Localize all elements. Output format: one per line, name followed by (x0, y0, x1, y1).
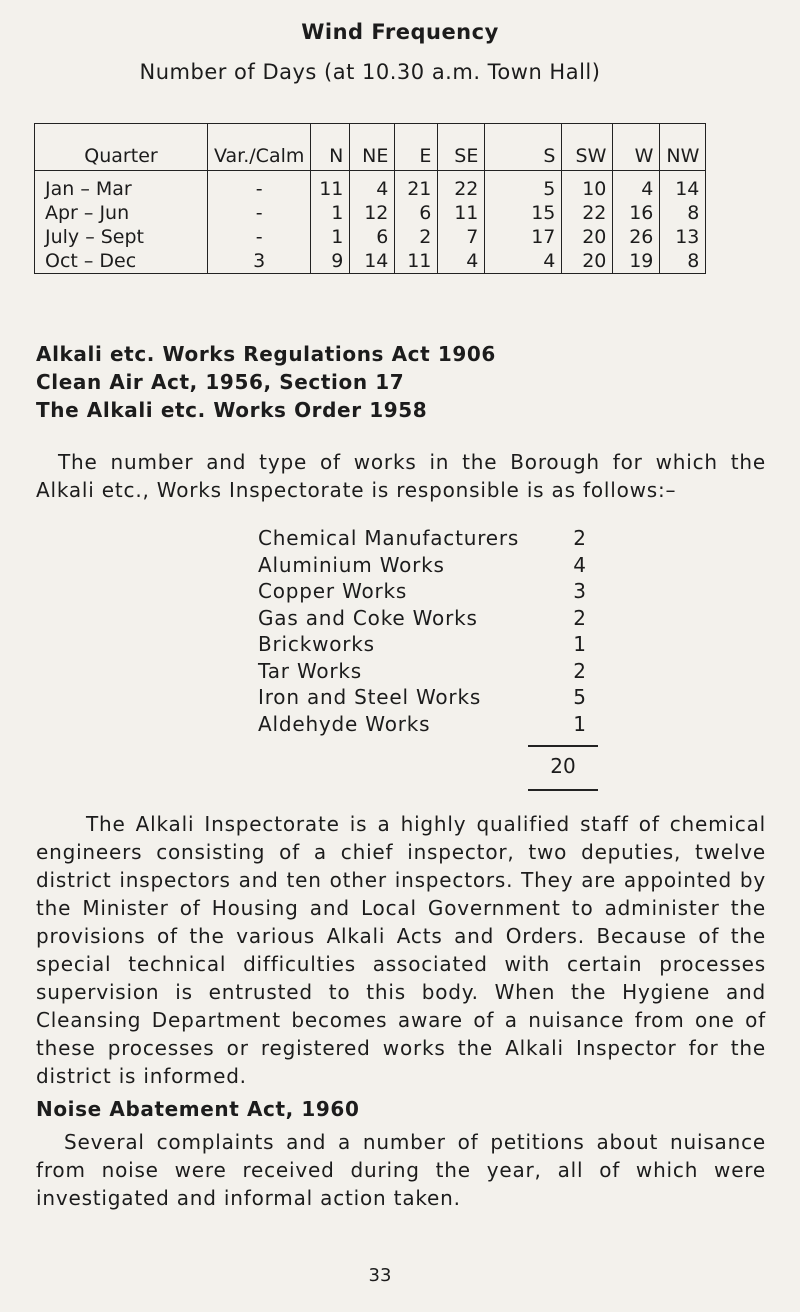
table-cell: 8 (660, 249, 706, 274)
total-rule-top (528, 745, 598, 747)
table-cell: 26 (613, 225, 660, 249)
quarter-cell: Apr – Jun (35, 201, 208, 225)
section-heading-alkali-act: Alkali etc. Works Regulations Act 1906 (36, 342, 496, 366)
table-cell: - (208, 225, 311, 249)
table-cell: 10 (562, 171, 613, 202)
wind-frequency-table (34, 123, 706, 274)
table-cell: 17 (485, 225, 562, 249)
alkali-intro-paragraph: The number and type of works in the Borough for which the Alkali etc., Works Inspectorate is responsible is as follows:– (36, 450, 766, 502)
works-list (258, 526, 598, 738)
table-cell: 12 (350, 201, 395, 225)
list-item (258, 632, 598, 659)
table-row (35, 201, 706, 225)
table-row (35, 171, 706, 202)
work-type: Brickworks (258, 632, 375, 656)
table-cell: 21 (395, 171, 438, 202)
table-cell: 20 (562, 249, 613, 274)
column-header: W (613, 124, 660, 171)
table-cell: 11 (395, 249, 438, 274)
table-cell: 11 (311, 171, 350, 202)
works-total: 20 (550, 754, 576, 778)
table-cell: 14 (660, 171, 706, 202)
section-heading-alkali-order: The Alkali etc. Works Order 1958 (36, 398, 428, 422)
column-header: N (311, 124, 350, 171)
table-cell: 7 (438, 225, 485, 249)
table-cell: 4 (438, 249, 485, 274)
table-cell: 1 (311, 225, 350, 249)
section-heading-noise-act: Noise Abatement Act, 1960 (36, 1097, 360, 1121)
work-type: Chemical Manufacturers (258, 526, 520, 550)
table-cell: 20 (562, 225, 613, 249)
table-cell: 4 (485, 249, 562, 274)
table-row (35, 225, 706, 249)
list-item (258, 659, 598, 686)
work-type: Tar Works (258, 658, 363, 683)
work-type: Aldehyde Works (258, 711, 431, 736)
table-cell: 4 (613, 171, 660, 202)
column-header: E (395, 124, 438, 171)
list-item (258, 526, 598, 553)
work-count: 3 (573, 579, 587, 603)
list-item (258, 685, 598, 712)
list-item (258, 579, 598, 606)
table-cell: 9 (311, 249, 350, 274)
work-count: 4 (573, 552, 587, 577)
table-cell: - (208, 201, 311, 225)
quarter-cell: July – Sept (35, 225, 208, 249)
list-item (258, 606, 598, 633)
table-cell: 5 (485, 171, 562, 202)
table-cell: 6 (395, 201, 438, 225)
quarter-cell: Jan – Mar (35, 171, 208, 202)
table-cell: 8 (660, 201, 706, 225)
column-header: NW (660, 124, 706, 171)
table-cell: 1 (311, 201, 350, 225)
table-cell: 6 (350, 225, 395, 249)
work-type: Aluminium Works (258, 552, 445, 577)
section-heading-clean-air-act: Clean Air Act, 1956, Section 17 (36, 370, 405, 394)
list-item (258, 712, 598, 739)
noise-paragraph: Several complaints and a number of petitions about nuisance from noise were received during the year, all of which were investigated and informal action taken. (36, 1130, 766, 1210)
column-header: Var./Calm (208, 124, 311, 171)
table-cell: 14 (350, 249, 395, 274)
work-type: Iron and Steel Works (258, 685, 482, 709)
list-item (258, 553, 598, 580)
column-header: S (485, 124, 562, 171)
table-header-row (35, 124, 706, 171)
page-subtitle: Number of Days (at 10.30 a.m. Town Hall) (139, 60, 601, 84)
work-count: 1 (573, 632, 587, 656)
work-count: 2 (573, 526, 587, 550)
total-rule-bottom (528, 789, 598, 791)
work-count: 2 (573, 658, 587, 683)
column-header: SE (438, 124, 485, 171)
table-cell: 13 (660, 225, 706, 249)
table-cell: 22 (438, 171, 485, 202)
table-cell: 15 (485, 201, 562, 225)
table-row (35, 249, 706, 274)
work-count: 5 (573, 685, 587, 709)
table-cell: 19 (613, 249, 660, 274)
table-cell: 11 (438, 201, 485, 225)
page-number: 33 (368, 1265, 392, 1286)
table-cell: 3 (208, 249, 311, 274)
table-cell: 2 (395, 225, 438, 249)
table-cell: 22 (562, 201, 613, 225)
quarter-cell: Oct – Dec (35, 249, 208, 274)
column-header: SW (562, 124, 613, 171)
column-header: NE (350, 124, 395, 171)
column-header: Quarter (35, 124, 208, 171)
work-type: Copper Works (258, 579, 408, 603)
work-type: Gas and Coke Works (258, 605, 478, 630)
table-cell: 16 (613, 201, 660, 225)
work-count: 1 (573, 711, 587, 736)
inspectorate-paragraph: The Alkali Inspectorate is a highly qualified staff of chemical engineers consisting of a chief inspector, two deputies, twelve district inspectors and ten other inspectors. They are appointed by the Minister of Housing and Local Government to administer the provisions of the various Alkali Acts and Orders. Because of the special technical difficulties associated with certain processes supervision is entrusted to this body. When the Hygiene and Cleansing Department becomes aware of a nuisance from one of these processes or registered works the Alkali Inspector for the district is informed. (36, 812, 766, 1088)
table-cell: 4 (350, 171, 395, 202)
work-count: 2 (573, 605, 587, 630)
page-title: Wind Frequency (301, 20, 499, 44)
table-cell: - (208, 171, 311, 202)
